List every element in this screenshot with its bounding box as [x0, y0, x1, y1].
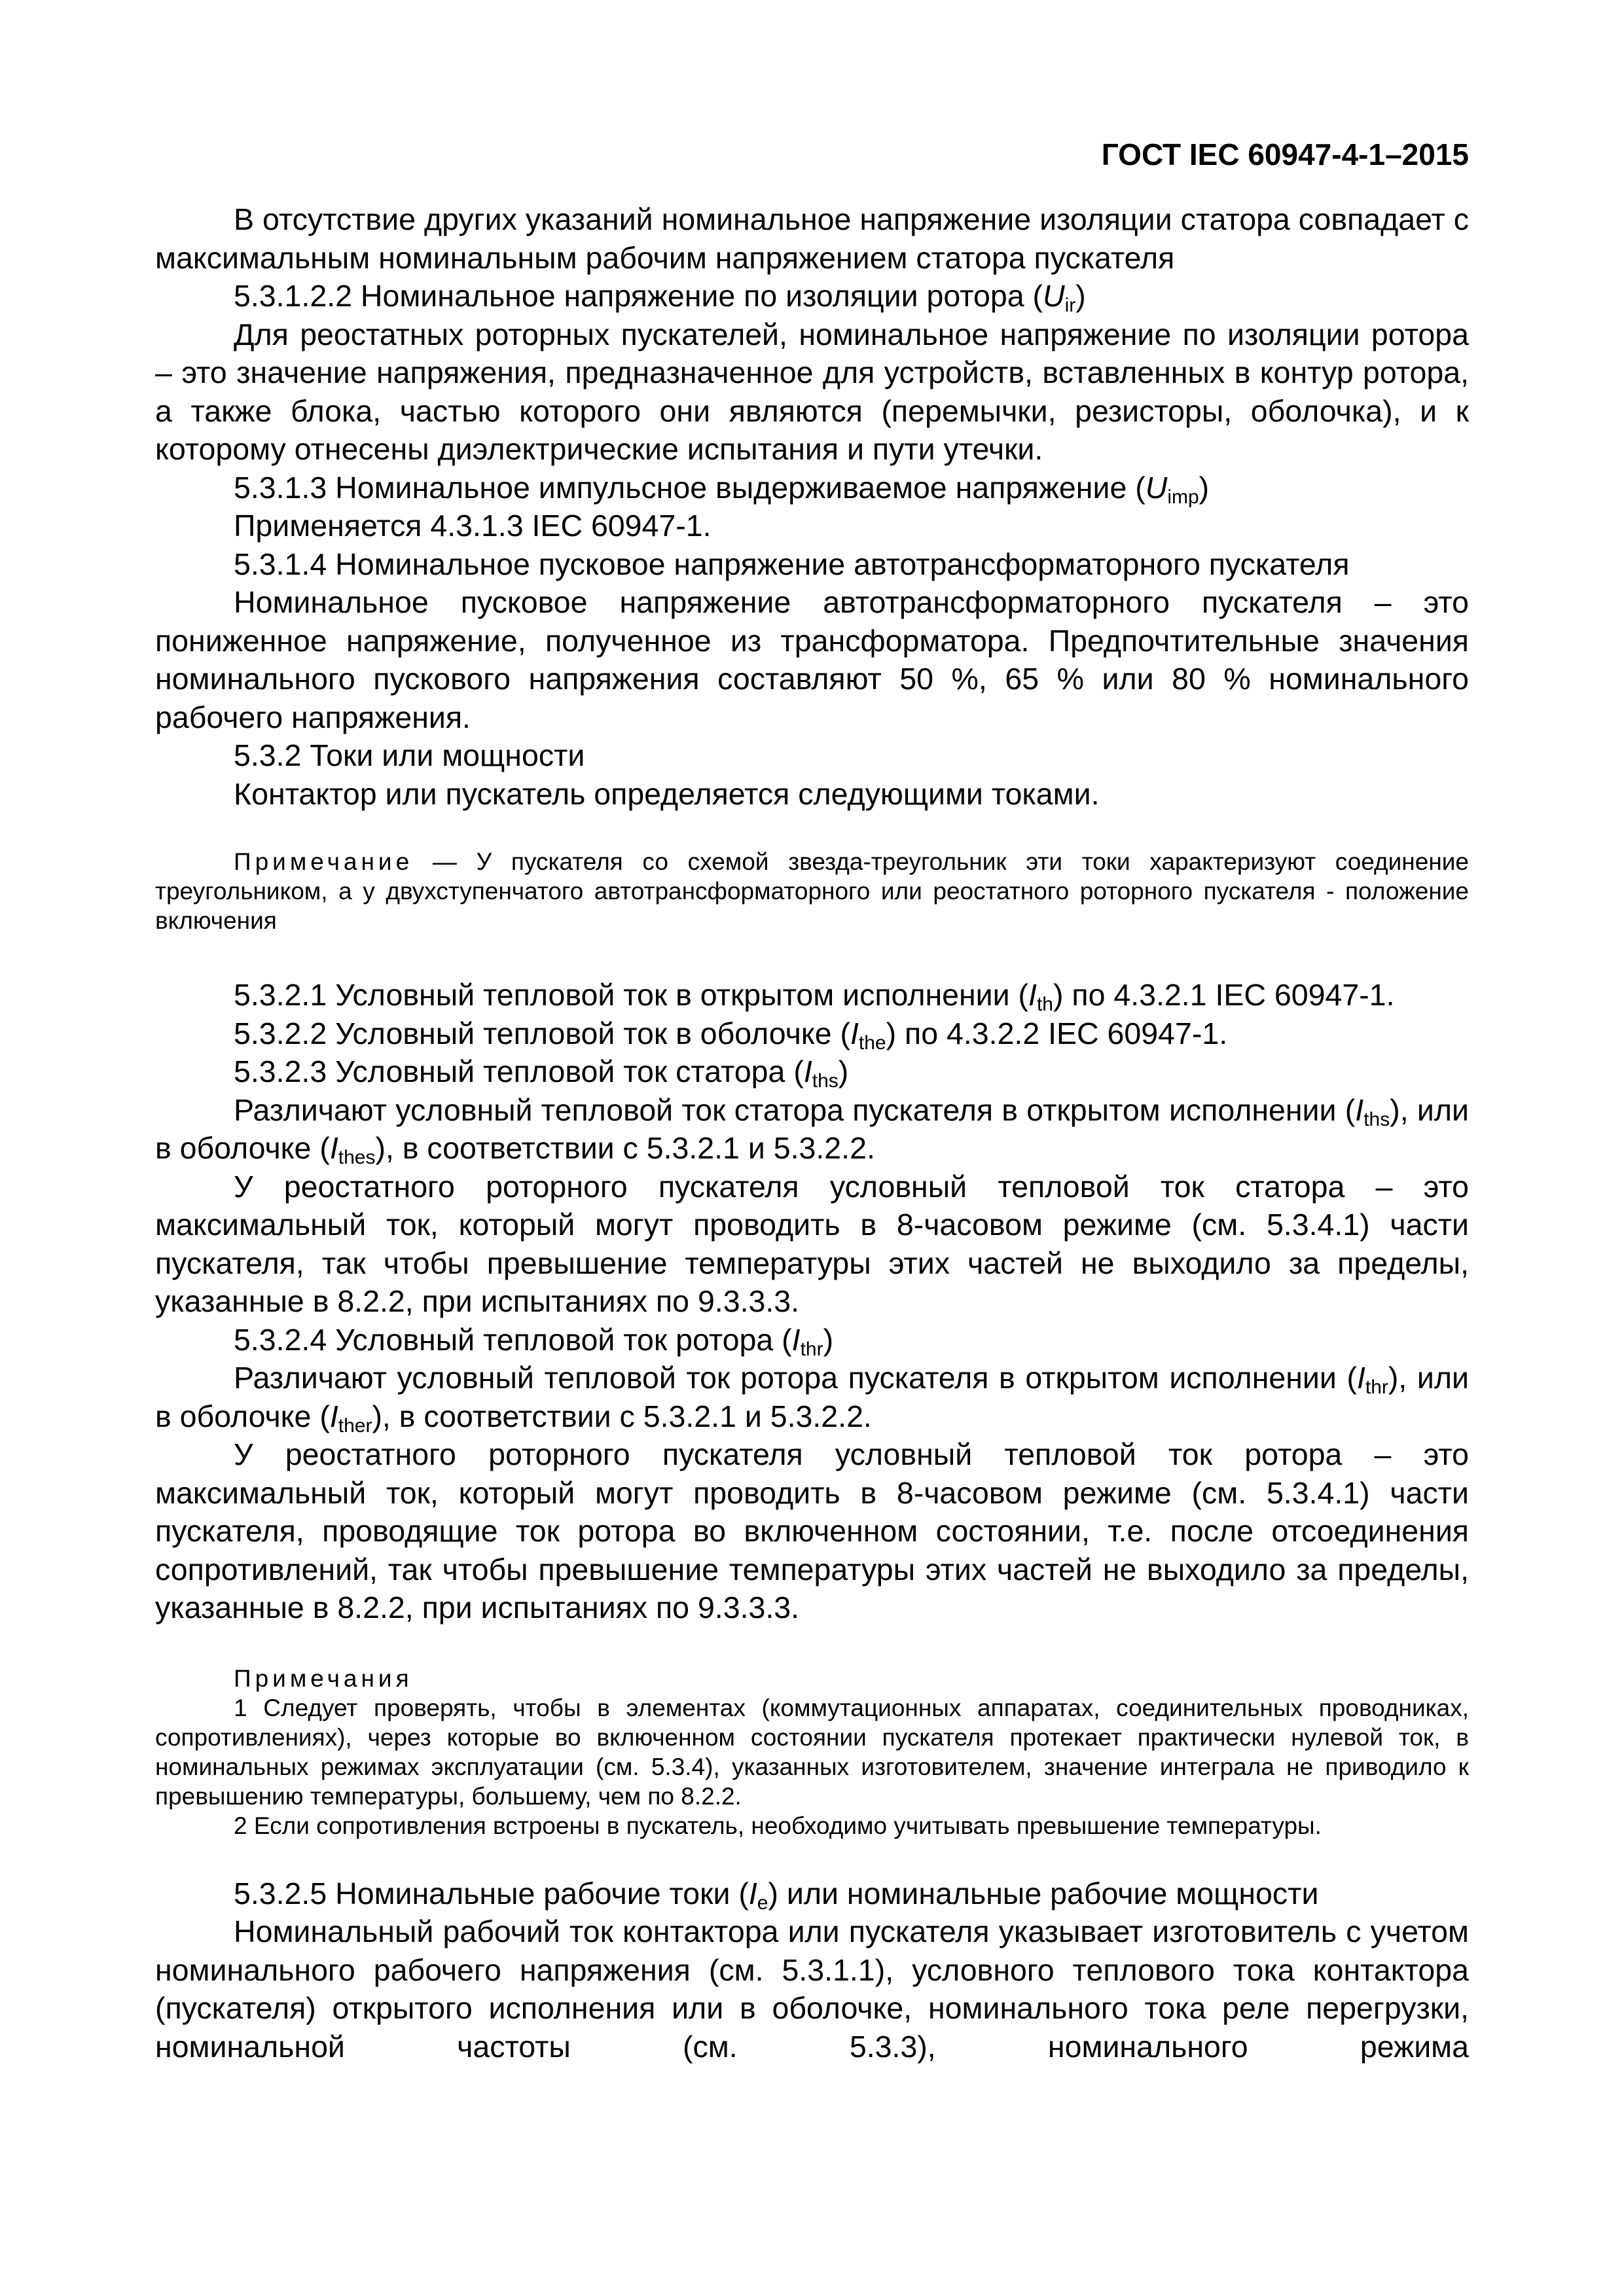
note-2-built-in-resistors: 2 Если сопротивления встроены в пускатель, необходимо учитывать превышение температуры.: [234, 1812, 1322, 1839]
note-1-zero-current: 1 Следует проверять, чтобы в элементах (коммутационных аппаратах, соединительных проводниках, сопротивлениях), через которые во включенном состоянии пускателя протекает практически нулевой ток, в номинальных режимах эксплуатации (см. 5.3.4), указанных изготовителем, значение интеграла не приводило к превышению температуры, большему, чем по 8.2.2.: [155, 1694, 1469, 1810]
clause-5-3-2-4-heading: 5.3.2.4 Условный тепловой ток ротора $(I_{thr})$: [234, 1322, 834, 1360]
notes-heading: Примечания: [234, 1664, 413, 1692]
paragraph-applies-4-3-1-3: Применяется 4.3.1.3 IEC 60947-1.: [234, 509, 712, 543]
spacer: [155, 935, 1469, 976]
spacer: [155, 1627, 1469, 1664]
paragraph-stator-insulation: В отсутствие других указаний номинальное напряжение изоляции статора совпадает с максимальным номинальным рабочим напряжением статора пускателя: [155, 202, 1469, 275]
clause-5-3-2-5-heading: 5.3.2.5 Номинальные рабочие токи $(I_e)$ или номинальные рабочие мощности: [234, 1876, 1319, 1914]
paragraph-starting-voltage: Номинальное пусковое напряжение автотрансформаторного пускателя – это пониженное напряжение, полученное из трансформатора. Предпочтительные значения номинального пускового напряжения составляют 50 %, 65 % или 80 % номинального рабочего напряжения.: [155, 585, 1469, 734]
clause-5-3-2-1: 5.3.2.1 Условный тепловой ток в открытом исполнении $(I_{th})$ по 4.3.2.1 IEC 60947-1.: [234, 978, 1395, 1015]
note-star-delta: Примечание — У пускателя со схемой звезда-треугольник эти токи характеризуют соединение треугольником, а у двухступенчатого автотрансформаторного или реостатного роторного пускателя - положение включения: [155, 848, 1469, 934]
paragraph-defined-by-currents: Контактор или пускатель определяется следующими токами.: [234, 776, 1100, 811]
clause-5-3-2-3-heading: 5.3.2.3 Условный тепловой ток статора $(I_{ths})$: [234, 1054, 849, 1092]
clause-5-3-2-2: 5.3.2.2 Условный тепловой ток в оболочке $(I_{the})$ по 4.3.2.2 IEC 60947-1.: [234, 1016, 1228, 1054]
paragraph-rheostatic-rotor: У реостатного роторного пускателя условный тепловой ток ротора – это максимальный ток, который могут проводить в 8-часовом режиме (см. 5.3.4.1) части пускателя, проводящие ток ротора во включенном состоянии, т.е. после отсоединения сопротивлений, так чтобы превышение температуры этих частей не выходило за пределы, указанные в 8.2.2, при испытаниях по 9.3.3.3.: [155, 1437, 1469, 1624]
spacer: [155, 1840, 1469, 1874]
paragraph-rotor-insulation: Для реостатных роторных пускателей, номинальное напряжение по изоляции ротора – это значение напряжения, предназначенное для устройств, вставленных в контур ротора, а также блока, частью которого они являются (перемычки, резисторы, оболочка), и к которому отнесены диэлектрические испытания и пути утечки.: [155, 317, 1469, 466]
paragraph-rated-operational-current: Номинальный рабочий ток контактора или пускателя указывает изготовитель с учетом номинального рабочего напряжения (см. 5.3.1.1), условного теплового тока контактора (пускателя) открытого исполнения или в оболочке, номинального тока реле перегрузки, номинальной частоты (см. 5.3.3), номинального режима: [155, 1914, 1469, 2064]
clause-5-3-2-heading: 5.3.2 Токи или мощности: [234, 738, 585, 772]
clause-5-3-1-4-heading: 5.3.1.4 Номинальное пусковое напряжение автотрансформаторного пускателя: [234, 547, 1350, 581]
document-body: [155, 200, 1469, 2066]
clause-5-3-1-3-heading: 5.3.1.3 Номинальное импульсное выдерживаемое напряжение $(U_{imp})$: [234, 470, 1210, 508]
paragraph-rheostatic-stator: У реостатного роторного пускателя условный тепловой ток статора – это максимальный ток, который могут проводить в 8-часовом режиме (см. 5.3.4.1) части пускателя, так чтобы превышение температуры этих частей не выходило за пределы, указанные в 8.2.2, при испытаниях по 9.3.3.3.: [155, 1169, 1469, 1318]
spacer: [155, 813, 1469, 847]
document-number-header: ГОСТ IEC 60947-4-1–2015: [1101, 137, 1469, 171]
paragraph-stator-thermal-current: Различают условный тепловой ток статора пускателя в открытом исполнении $(I_{ths})$, или в оболочке $(I_{thes})$, в соответствии с 5.3.2.1 и 5.3.2.2.: [155, 1092, 1470, 1168]
clause-5-3-1-2-2-heading: 5.3.1.2.2 Номинальное напряжение по изоляции ротора $(U_{ir})$: [234, 279, 1086, 316]
paragraph-rotor-thermal-current: Различают условный тепловой ток ротора пускателя в открытом исполнении $(I_{thr})$, или в оболочке $(I_{ther})$, в соответствии с 5.3.2.1 и 5.3.2.2.: [155, 1361, 1470, 1437]
